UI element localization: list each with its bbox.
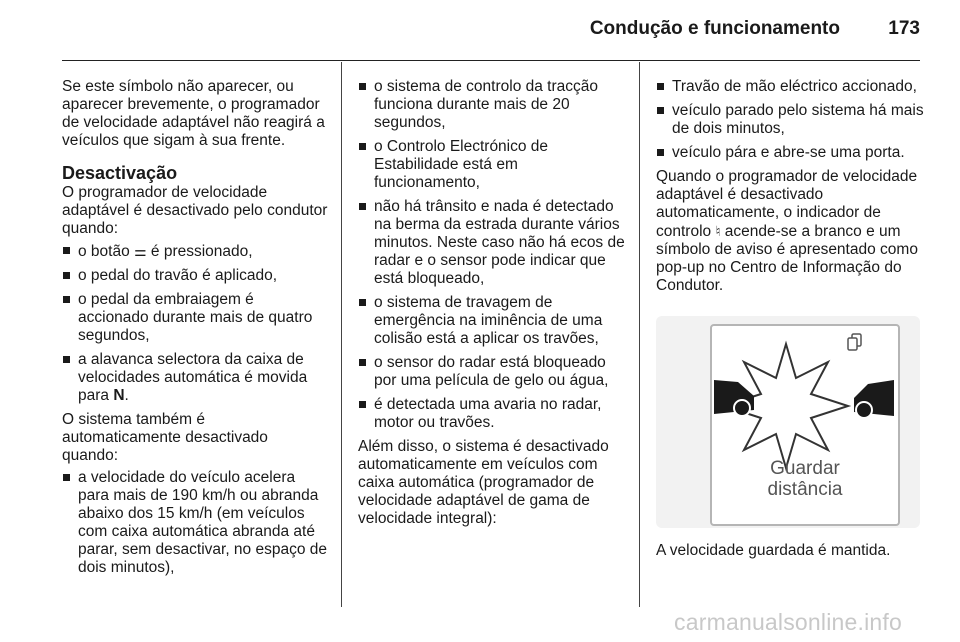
list-item: a alavanca selectora da caixa de velocidades automática é movida para N.	[62, 351, 328, 405]
list-item: é detectada uma avaria no radar, motor ou travões.	[358, 396, 626, 432]
illustration-caption: A velocidade guardada é mantida.	[656, 542, 891, 559]
section-heading: Desactivação	[62, 163, 178, 183]
list-item: não há trânsito e nada é detectado na berma da estrada durante vários minutos. Neste caso não há ecos de radar e o sensor pode indicar que está bloqueado,	[358, 198, 626, 288]
caption-block	[656, 542, 924, 564]
list-item: o sistema de controlo da tracção funciona durante mais de 20 segundos,	[358, 78, 626, 132]
page-icon	[848, 334, 861, 350]
right-car-icon	[854, 380, 894, 418]
list-item: o pedal do travão é aplicado,	[62, 267, 328, 285]
column-3	[656, 78, 924, 299]
warning-illustration	[656, 316, 920, 528]
intro-paragraph: Se este símbolo não aparecer, ou aparecer brevemente, o programador de velocidade adaptável não reagirá a veículos que sigam à sua frente.	[62, 78, 325, 149]
column-divider-2	[639, 62, 640, 607]
page-number: 173	[888, 18, 920, 39]
list-item: veículo parado pelo sistema há mais de dois minutos,	[656, 102, 924, 138]
page-title: Condução e funcionamento	[589, 18, 840, 39]
list-item: o sistema de travagem de emergência na iminência de uma colisão está a aplicar os travões,	[358, 294, 626, 348]
indicator-paragraph: Quando o programador de velocidade adaptável é desactivado automaticamente, o indicador de controlo ♮ acende-se a branco e um símbolo de aviso é apresentado como pop-up no Centro de Informação do Condutor.	[656, 168, 918, 294]
left-car-icon	[714, 380, 754, 416]
list-item: o botão ⚌ é pressionado,	[62, 242, 328, 261]
list-item: a velocidade do veículo acelera para mais de 190 km/h ou abranda abaixo dos 15 km/h (em veículos com caixa automática abranda até parar, sem desactivar, no espaço de dois minutos),	[62, 469, 328, 577]
condition-list-continued	[656, 78, 924, 162]
cruise-control-button-icon: ⚌	[134, 243, 147, 259]
condition-list	[358, 78, 626, 432]
auto-deactivation-paragraph: O sistema também é automaticamente desactivado quando:	[62, 411, 268, 464]
driver-deactivation-list	[62, 242, 328, 405]
column-divider-1	[341, 62, 342, 607]
deactivation-paragraph: O programador de velocidade adaptável é desactivado pelo condutor quando:	[62, 184, 328, 237]
list-item: o pedal da embraiagem é accionado durante mais de quatro segundos,	[62, 291, 328, 345]
header-divider	[62, 60, 920, 61]
control-indicator-icon: ♮	[715, 223, 721, 239]
auto-deactivation-list	[62, 469, 328, 577]
watermark: carmanualsonline.info	[674, 609, 902, 635]
list-item: Travão de mão eléctrico accionado,	[656, 78, 924, 96]
warning-text: Guardar distância	[767, 458, 843, 500]
column-2	[358, 78, 626, 532]
column-1	[62, 78, 328, 583]
list-item: o sensor do radar está bloqueado por uma película de gelo ou água,	[358, 354, 626, 390]
automatic-gearbox-paragraph: Além disso, o sistema é desactivado automaticamente em veículos com caixa automática (programador de velocidade adaptável de gama de velocidade integral):	[358, 438, 609, 527]
list-item: veículo pára e abre-se uma porta.	[656, 144, 924, 162]
list-item: o Controlo Electrónico de Estabilidade está em funcionamento,	[358, 138, 626, 192]
gear-position-n: N	[113, 387, 125, 404]
